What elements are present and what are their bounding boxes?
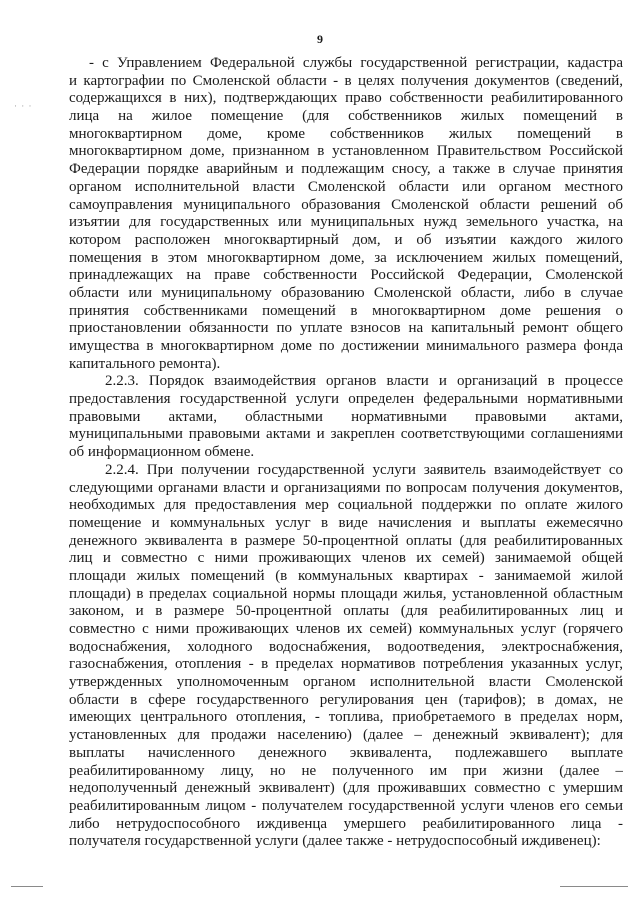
text-line: следующими органами власти и организациями по вопросам получения документов, — [69, 479, 623, 496]
text-line: утвержденных уполномоченным органом исполнительной власти Смоленской — [69, 674, 623, 691]
margin-mark: · · · — [14, 101, 33, 111]
text-line: самоуправления муниципального образования Смоленской области решений об — [69, 196, 623, 213]
text-line: - с Управлением Федеральной службы государственной регистрации, кадастра — [89, 55, 623, 71]
text-line: лица на жилое помещение (для собственников жилых помещений в — [69, 108, 623, 125]
text-line: установленных для продажи населению) (далее – денежный эквивалент); для — [69, 727, 623, 744]
text-line: газоснабжения, отопления - в пределах нормативов потребления указанных услуг, — [69, 656, 623, 673]
text-line: либо нетрудоспособного иждивенца умершего реабилитированного лица - — [69, 815, 623, 832]
text-line: недополученный денежный эквивалент) (для проживавших совместно с умершим — [69, 780, 623, 797]
text-line: помещение и коммунальных услуг в виде начисления и выплаты ежемесячно — [69, 514, 623, 531]
text-line: предоставления государственной услуги определен федеральными нормативными — [69, 391, 623, 408]
text-line: имущества в многоквартирном доме по достижении минимального размера фонда — [69, 338, 623, 354]
text-line: необходимых для предоставления мер социальной поддержки по оплате жилого — [69, 497, 623, 514]
document-body — [69, 55, 623, 851]
text-line: многоквартирном доме, признанном в установленном Правительством Российской — [69, 143, 623, 160]
text-line: об информационном обмене. — [69, 444, 255, 461]
text-line: многоквартирном доме, кроме собственников жилых помещений в — [69, 125, 623, 142]
text-line: совместно с ними проживающих членов их семей) коммунальных услуг (горячего — [69, 621, 623, 637]
text-line: реабилитированным лицом - получателем государственной услуги членов его семьи — [69, 797, 623, 814]
text-line: принятия собственниками помещений в многоквартирном доме решения о — [69, 302, 623, 319]
page-number: 9 — [317, 32, 323, 46]
text-line: помещения в этом многоквартирном доме, за исключением жилых помещений, — [69, 249, 623, 266]
text-line: органом исполнительной власти Смоленской области или органом местного — [69, 178, 623, 195]
text-line: области или муниципальному образованию Смоленской области, либо в случае — [69, 284, 623, 301]
text-line: содержащихся в них), подтверждающих право собственности реабилитированного — [69, 90, 623, 107]
text-line: 2.2.3. Порядок взаимодействия органов власти и организаций в процессе — [105, 373, 623, 390]
text-line: муниципальными правовыми актами и закреплен соответствующими соглашениями — [69, 426, 623, 443]
text-line: изъятии для государственных или муниципальных нужд земельного участка, на — [69, 214, 623, 231]
text-line: 2.2.4. При получении государственной услуги заявитель взаимодействует со — [105, 461, 623, 478]
text-line: выплаты начисленного денежного эквивалента, подлежавшего выплате — [69, 744, 623, 761]
bottom-rule-right — [560, 886, 628, 887]
text-line: получателя государственной услуги (далее также - нетрудоспособный иждивенец): — [69, 833, 601, 850]
text-line: водоснабжения, холодного водоснабжения, водоотведения, электроснабжения, — [69, 638, 623, 655]
text-line: принадлежащих на праве собственности Российской Федерации, Смоленской — [69, 267, 623, 284]
text-line: Федерации порядке аварийным и подлежащим сносу, а также в случае принятия — [69, 161, 623, 178]
text-line: правовыми актами, областными нормативными правовыми актами, — [69, 408, 623, 425]
text-line: реабилитированному лицу, но не полученного им при жизни (далее – — [69, 762, 623, 779]
bottom-rule-left — [11, 886, 43, 887]
text-line: приостановлении обязанности по уплате взносов на капитальный ремонт общего — [69, 320, 623, 337]
text-line: котором расположен многоквартирный дом, и об изъятии каждого жилого — [69, 231, 623, 248]
text-line: имеющих центрального отопления, - топлива, приобретаемого в пределах норм, — [69, 709, 623, 726]
text-line: законом, и в размере 50-процентной оплаты (для реабилитированных лиц и — [69, 603, 623, 620]
text-line: капитального ремонта). — [69, 355, 221, 372]
text-line: площади жилых помещений (в коммунальных квартирах - занимаемой жилой — [69, 567, 623, 584]
text-line: площади) в пределах социальной нормы площади жилья, установленной областным — [69, 585, 623, 602]
text-line: области в сфере государственного регулирования цен (тарифов); в домах, не — [69, 691, 623, 708]
text-line: лиц и совместно с ними проживающих членов их семей) занимаемой общей — [69, 550, 623, 567]
text-line: денежного эквивалента в размере 50-процентной оплаты (для реабилитированных — [69, 532, 623, 549]
text-line: и картографии по Смоленской области - в целях получения документов (сведений, — [69, 72, 623, 89]
